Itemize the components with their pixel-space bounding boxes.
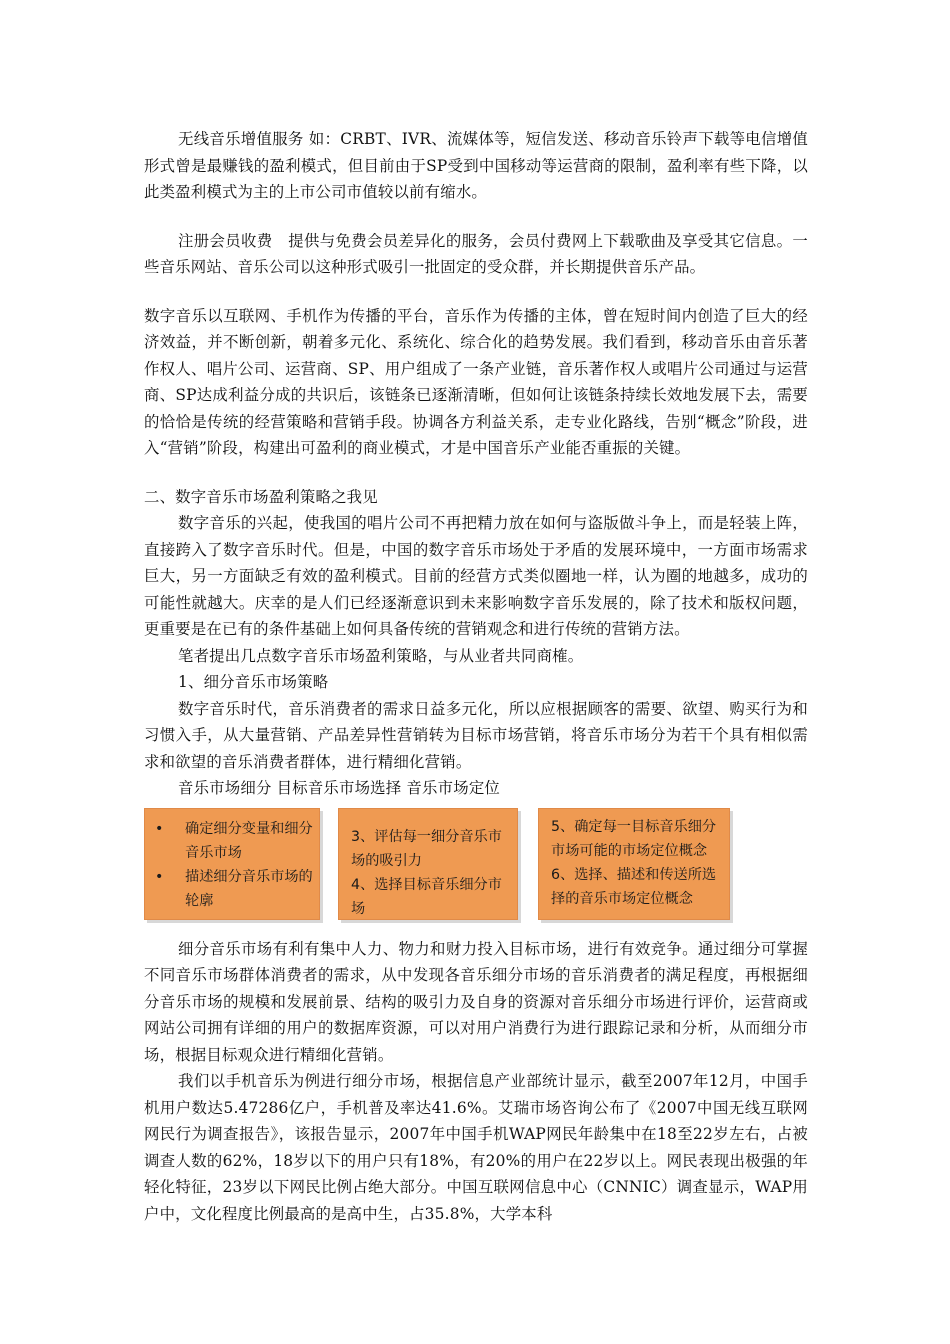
diagram-box-targeting <box>338 808 518 920</box>
diagram-bullet-item <box>155 865 313 913</box>
diagram-item-text: 描述细分音乐市场的轮廓 <box>185 868 313 909</box>
paragraph-segmentation: 数字音乐时代，音乐消费者的需求日益多元化，所以应根据顾客的需要、欲望、购买行为和习惯入手，从大量营销、产品差异性营销转为目标市场营销，将音乐市场分为若干个具有相似需求和欲望的音乐消费者群体，进行精细化营销。 <box>144 699 808 771</box>
diagram-item-text: 确定细分变量和细分音乐市场 <box>185 820 313 861</box>
diagram-bullet-item <box>155 817 313 865</box>
paragraph-rise-of-digital-music: 数字音乐的兴起，使我国的唱片公司不再把精力放在如何与盗版做斗争上，而是轻装上阵，直接跨入了数字音乐时代。但是，中国的数字音乐市场处于矛盾的发展环境中，一方面市场需求巨大，另一方面缺乏有效的盈利模式。目前的经营方式类似圈地一样，认为圈的地越多，成功的可能性就越大。庆幸的是人们已经逐渐意识到未来影响数字音乐发展的，除了技术和版权问题，更重要是在已有的条件基础上如何具备传统的营销观念和进行传统的营销方法。 <box>144 514 808 638</box>
segmentation-diagram <box>144 808 808 930</box>
subsection-heading-1: 1、细分音乐市场策略 <box>178 673 329 691</box>
paragraph-segmentation-benefits: 细分音乐市场有利有集中人力、物力和财力投入目标市场，进行有效竞争。通过细分可掌握不同音乐市场群体消费者的需求，从中发现各音乐细分市场的音乐消费者的满足程度，再根据细分音乐市场的规模和发展前景、结构的吸引力及自身的资源对音乐细分市场进行评价，运营商或网站公司拥有详细的用户的数据库资源，可以对用户消费行为进行跟踪记录和分析，从而细分市场，根据目标观众进行精细化营销。 <box>144 939 808 1064</box>
paragraph-mobile-music-example: 我们以手机音乐为例进行细分市场，根据信息产业部统计显示，截至2007年12月，中国手机用户数达5.47286亿户，手机普及率达41.6%。艾瑞市场咨询公布了《2007中国无线互联网网民行为调查报告》，该报告显示，2007年中国手机WAP网民年龄集中在18至22岁左右，占被调查人数的62%，18岁以下的用户只有18%，有20%的用户在22岁以上。网民表现出极强的年轻化特征，23岁以下网民比例占绝大部分。中国互联网信息中心（CNNIC）调查显示，WAP用户中，文化程度比例最高的是高中生，占35.8%，大学本科 <box>144 1072 808 1223</box>
paragraph-digital-music-overview: 数字音乐以互联网、手机作为传播的平台，音乐作为传播的主体，曾在短时间内创造了巨大的经济效益，并不断创新，朝着多元化、系统化、综合化的趋势发展。我们看到，移动音乐由音乐著作权人、唱片公司、运营商、SP、用户组成了一条产业链，音乐著作权人或唱片公司通过与运营商、SP达成利益分成的共识后，该链条已逐渐清晰，但如何让该链条持续长效地发展下去，需要的恰恰是传统的经营策略和营销手段。协调各方利益关系，走专业化路线，告别“概念”阶段，进入“营销”阶段，构建出可盈利的商业模式，才是中国音乐产业能否重振的关键。 <box>144 306 808 457</box>
bullet-icon: • <box>155 820 164 837</box>
document-page <box>144 126 808 1227</box>
paragraph-member-fee: 注册会员收费 提供与免费会员差异化的服务，会员付费网上下载歌曲及享受其它信息。一些音乐网站、音乐公司以这种形式吸引一批固定的受众群，并长期提供音乐产品。 <box>144 231 808 276</box>
diagram-item-text: 5、确定每一目标音乐细分市场可能的市场定位概念 <box>551 818 717 859</box>
paragraph-strategy-intro: 笔者提出几点数字音乐市场盈利策略，与从业者共同商榷。 <box>178 646 584 665</box>
diagram-item-text: 4、选择目标音乐细分市场 <box>351 876 502 917</box>
diagram-item-text: 3、评估每一细分音乐市场的吸引力 <box>351 828 502 869</box>
diagram-box-positioning <box>538 808 730 920</box>
steps-caption: 音乐市场细分 目标音乐市场选择 音乐市场定位 <box>178 779 500 797</box>
bullet-icon: • <box>155 868 164 885</box>
section-heading-2: 二、数字音乐市场盈利策略之我见 <box>144 487 378 506</box>
diagram-item-text: 6、选择、描述和传送所选择的音乐市场定位概念 <box>551 866 717 907</box>
paragraph-wireless-value-added: 无线音乐增值服务 如：CRBT、IVR、流媒体等，短信发送、移动音乐铃声下载等电信增值形式曾是最赚钱的盈利模式，但目前由于SP受到中国移动等运营商的限制，盈利率有些下降，以此类盈利模式为主的上市公司市值较以前有缩水。 <box>144 130 808 201</box>
diagram-box-segmentation <box>144 808 320 920</box>
